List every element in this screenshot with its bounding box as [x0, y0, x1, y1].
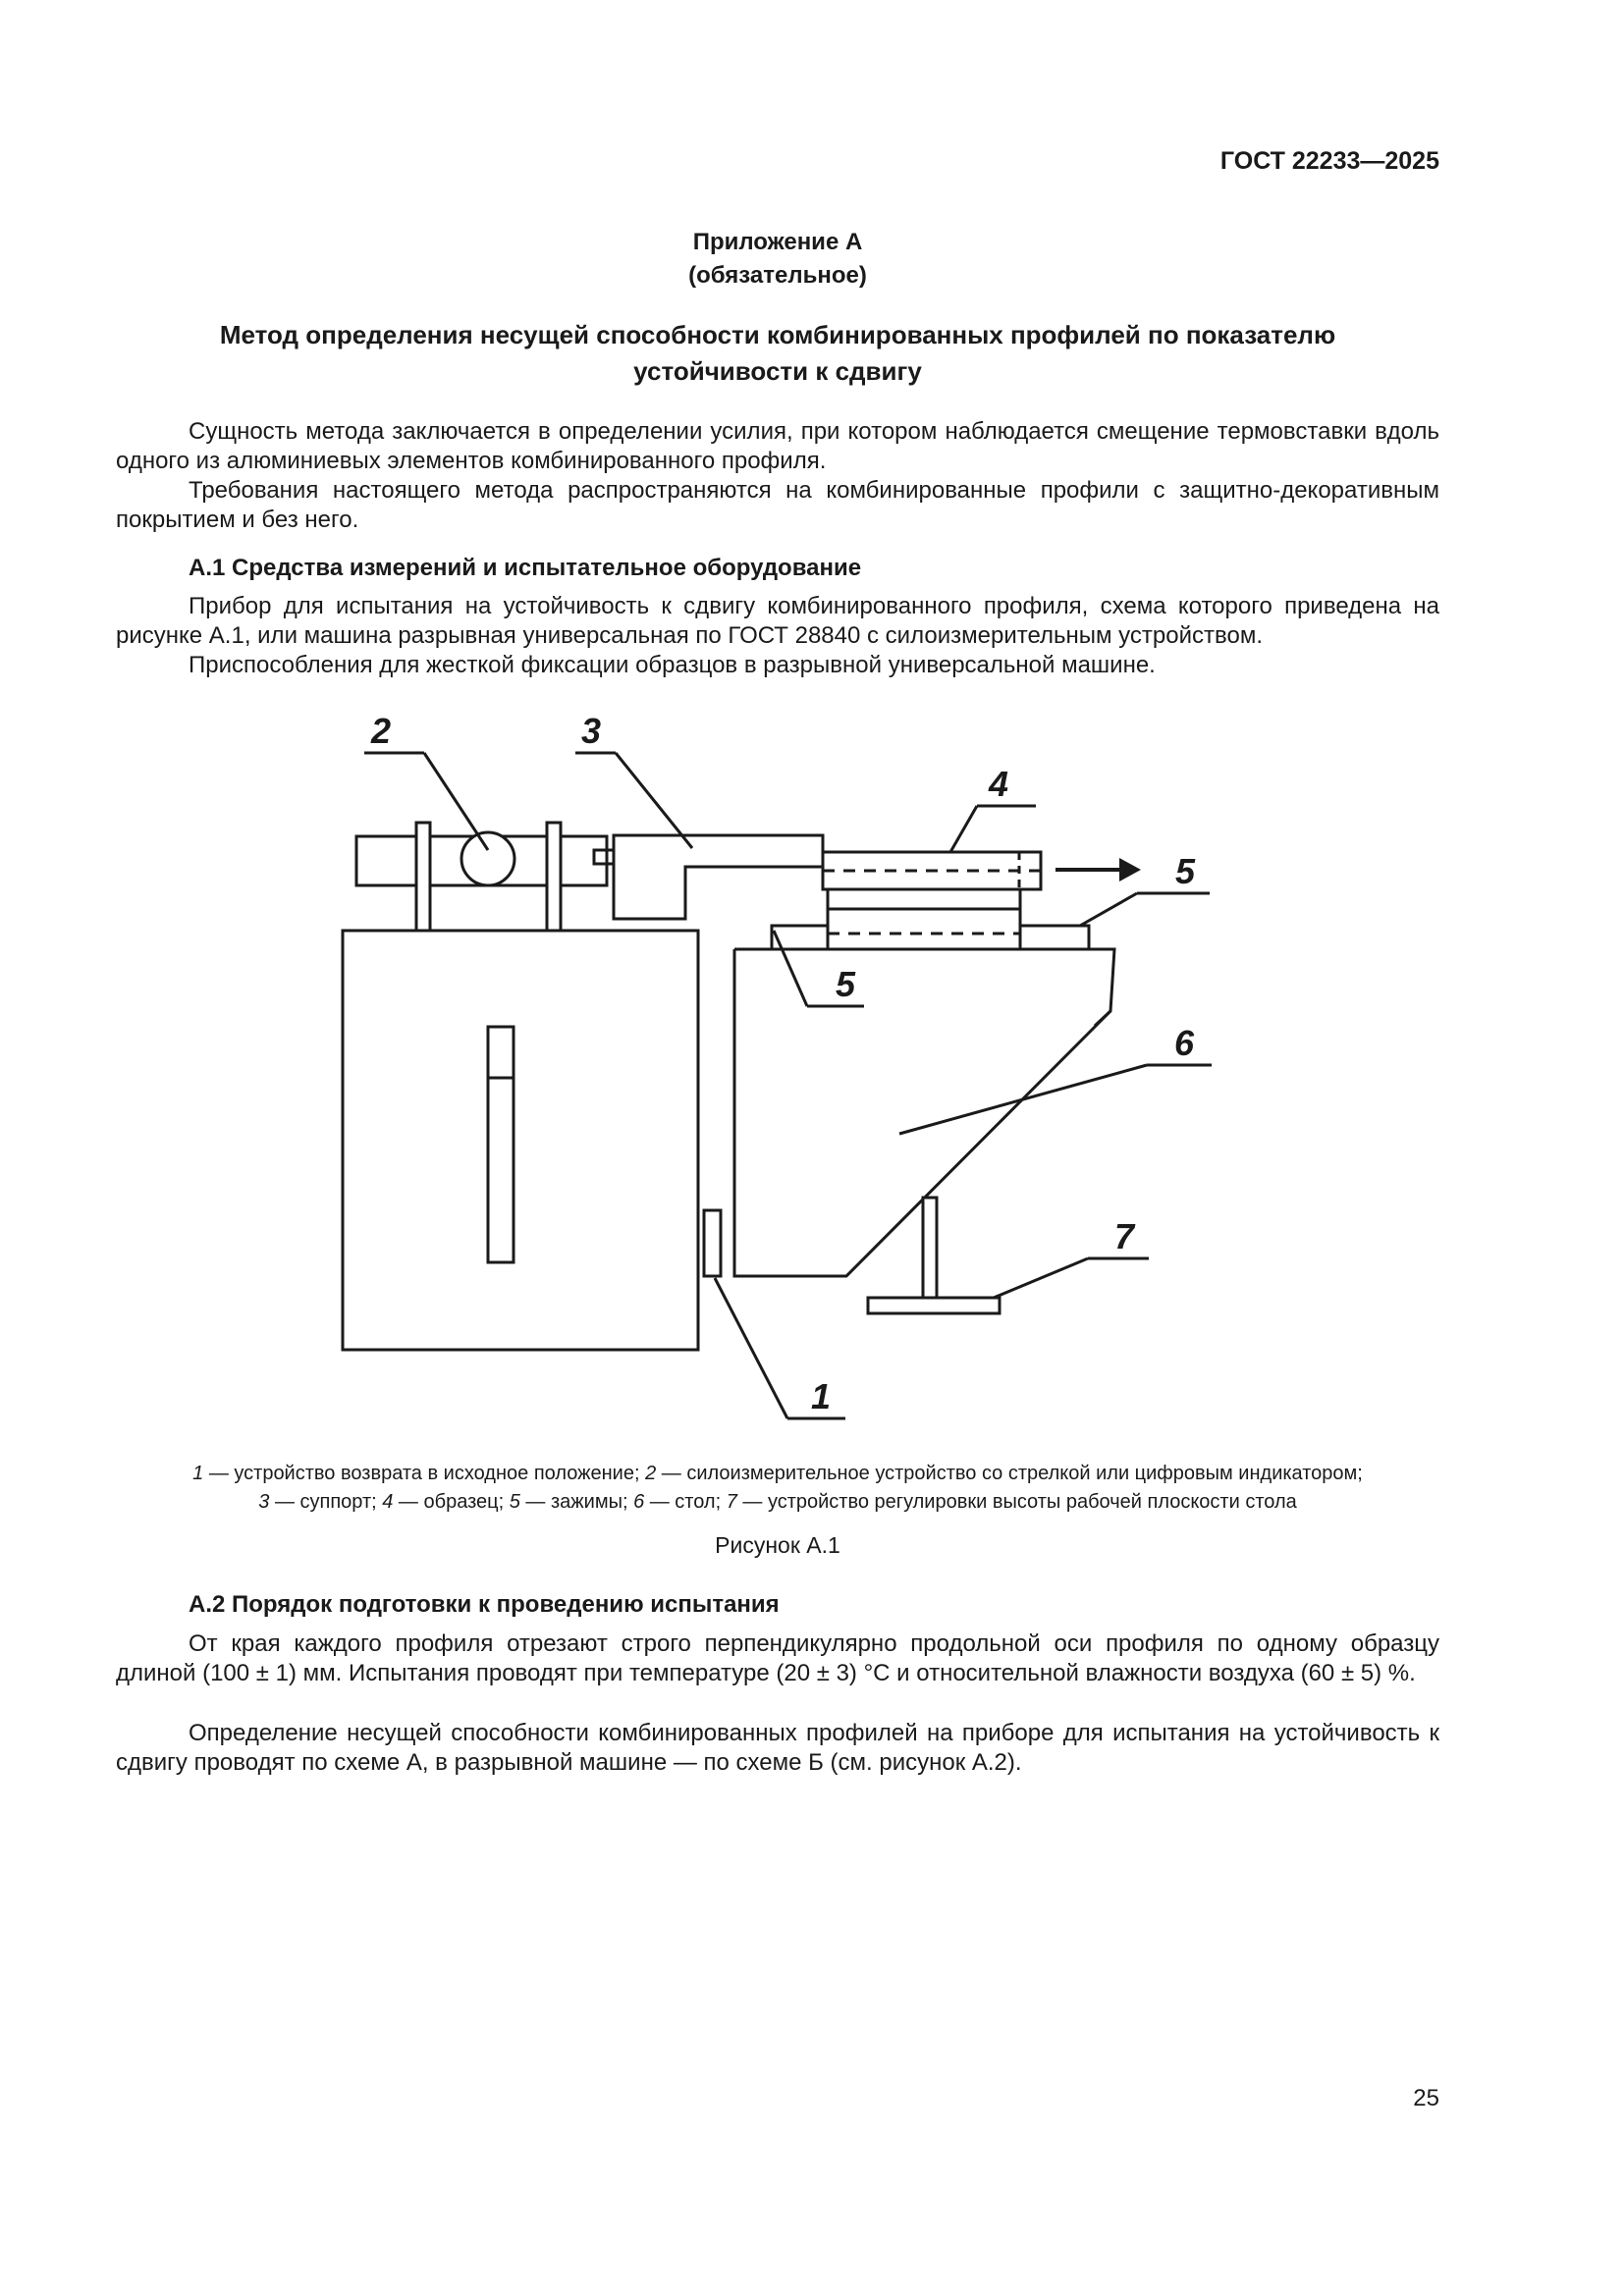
height-adjuster-stem	[923, 1198, 937, 1298]
callout-2: 2	[371, 711, 392, 751]
callout-3: 3	[581, 711, 602, 751]
legend-text-2: — силоизмерительное устройство со стрелкой или цифровым индикатором;	[656, 1463, 1363, 1484]
legend-number-4: 4	[382, 1491, 394, 1513]
page-number: 25	[1413, 2085, 1439, 2111]
figure-legend	[116, 1460, 1439, 1517]
clamp-lower-block	[828, 909, 1020, 949]
intro-paragraph-1: Сущность метода заключается в определении усилия, при котором наблюдается смещение термовставки вдоль одного из алюминиевых элементов комбинированного профиля.	[116, 418, 1439, 474]
legend-number-5: 5	[509, 1491, 520, 1513]
figure-legend-line2	[116, 1488, 1439, 1517]
callout-7: 7	[1114, 1216, 1135, 1256]
document-code: ГОСТ 22233—2025	[1219, 147, 1439, 175]
leader-1	[715, 1278, 787, 1418]
connector-rod	[594, 850, 614, 864]
legend-text-1: — устройство возврата в исходное положение;	[203, 1463, 646, 1484]
figure-label: Рисунок А.1	[715, 1532, 840, 1558]
housing-slot	[488, 1027, 514, 1262]
motion-arrow-head	[1119, 858, 1141, 881]
leader-3	[616, 753, 692, 848]
main-housing	[343, 931, 698, 1350]
legend-text-5: — зажимы;	[519, 1491, 634, 1513]
section-a1-paragraph-2: Приспособления для жесткой фиксации образцов в разрывной универсальной машине.	[189, 652, 1156, 678]
callout-6: 6	[1174, 1023, 1195, 1063]
callout-5-right: 5	[1175, 851, 1196, 891]
leader-4	[950, 806, 977, 852]
callout-4: 4	[989, 764, 1009, 804]
legend-text-7: — устройство регулировки высоты рабочей плоскости стола	[736, 1491, 1297, 1513]
legend-text-3: — суппорт;	[269, 1491, 383, 1513]
legend-number-6: 6	[633, 1491, 645, 1513]
callout-5-left: 5	[836, 964, 856, 1004]
clamp-upper-block	[828, 889, 1020, 909]
legend-number-3: 3	[258, 1491, 270, 1513]
method-title-line2: устойчивости к сдвигу	[633, 356, 922, 386]
beam-post-right	[547, 823, 561, 931]
figure-legend-line1	[116, 1460, 1439, 1488]
section-a2-paragraph-1: От края каждого профиля отрезают строго перпендикулярно продольной оси профиля по одному образцу длиной (100 ± 1) мм. Испытания проводят при температуре (20 ± 3) °С и относительной влажности воздуха (60 ± 5) %.	[116, 1630, 1439, 1686]
section-a2-heading: А.2 Порядок подготовки к проведению испытания	[189, 1591, 780, 1618]
section-a2-paragraph-2: Определение несущей способности комбинированных профилей на приборе для испытания на устойчивость к сдвигу проводят по схеме А, в разрывной машине — по схеме Б (см. рисунок А.2).	[116, 1720, 1439, 1776]
legend-number-7: 7	[726, 1491, 737, 1513]
legend-number-1: 1	[192, 1463, 204, 1484]
legend-text-6: — стол;	[644, 1491, 727, 1513]
leader-5-right	[1080, 893, 1137, 926]
carriage	[614, 835, 823, 919]
section-a1-paragraph-1: Прибор для испытания на устойчивость к сдвигу комбинированного профиля, схема которого приведена на рисунке А.1, или машина разрывная универсальная по ГОСТ 28840 с силоизмерительным устройством.	[116, 593, 1439, 649]
measuring-gauge	[461, 832, 514, 885]
clamp-right	[1020, 926, 1089, 949]
leader-7	[994, 1258, 1088, 1298]
legend-number-2: 2	[645, 1463, 657, 1484]
height-adjuster-base	[868, 1298, 1000, 1313]
legend-text-4: — образец;	[393, 1491, 510, 1513]
callout-1: 1	[811, 1376, 832, 1416]
return-device	[704, 1210, 721, 1276]
method-title-line1: Метод определения несущей способности комбинированных профилей по показателю	[219, 320, 1336, 349]
section-a1-heading: А.1 Средства измерений и испытательное оборудование	[189, 555, 862, 581]
annex-status: (обязательное)	[688, 262, 867, 289]
annex-title: Приложение А	[692, 229, 863, 255]
intro-paragraph-2: Требования настоящего метода распространяются на комбинированные профили с защитно-декоративным покрытием и без него.	[116, 477, 1439, 533]
beam-post-left	[416, 823, 430, 931]
